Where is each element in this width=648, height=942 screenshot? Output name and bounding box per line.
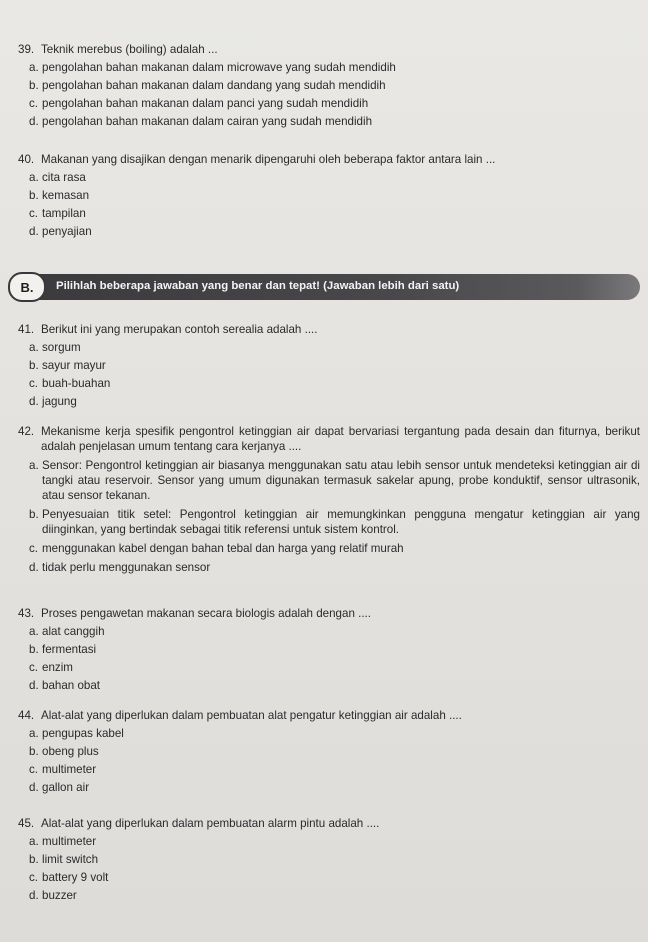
option-c: c. battery 9 volt [29, 871, 109, 884]
option-c: c. multimeter [29, 763, 97, 776]
option-a: a. Sensor: Pengontrol ketinggian air biasanya menggunakan satu atau lebih sensor untuk mendeteksi ketinggian air di tangki atau reservoir. Sensor yang umum digunakan termasuk sakelar apung, probe konduktif, sensor ultrasonik, atau sensor tekanan. [29, 459, 640, 502]
option-a: a. cita rasa [29, 171, 86, 184]
option-a: a. alat canggih [29, 625, 105, 638]
question-40 [18, 152, 640, 239]
option-b: b. limit switch [29, 853, 99, 866]
option-d: d. gallon air [29, 781, 90, 794]
question-44 [18, 708, 640, 795]
section-title: Pilihlah beberapa jawaban yang benar dan tepat! (Jawaban lebih dari satu) [56, 280, 460, 292]
section-b-header [10, 274, 640, 300]
question-45 [18, 816, 640, 903]
question-number: 40. [18, 153, 35, 166]
option-d: d. pengolahan bahan makanan dalam cairan yang sudah mendidih [29, 115, 373, 128]
question-number: 44. [18, 709, 35, 722]
question-number: 45. [18, 817, 35, 830]
option-d: d. buzzer [29, 889, 77, 902]
question-42 [18, 424, 640, 575]
question-text: Alat-alat yang diperlukan dalam pembuatan alat pengatur ketinggian air adalah .... [41, 709, 462, 722]
option-c: c. menggunakan kabel dengan bahan tebal dan harga yang relatif murah [29, 542, 404, 555]
option-b: b. obeng plus [29, 745, 99, 758]
option-b: b. pengolahan bahan makanan dalam dandang yang sudah mendidih [29, 79, 386, 92]
question-text: Makanan yang disajikan dengan menarik dipengaruhi oleh beberapa faktor antara lain ... [41, 153, 496, 166]
option-d: d. penyajian [29, 225, 92, 238]
option-d: d. tidak perlu menggunakan sensor [29, 561, 211, 574]
option-c: c. enzim [29, 661, 73, 674]
question-41 [18, 322, 640, 409]
question-number: 42. [18, 425, 35, 438]
option-d: d. jagung [29, 395, 77, 408]
question-text: Proses pengawetan makanan secara biologis adalah dengan .... [41, 607, 372, 620]
option-c: c. pengolahan bahan makanan dalam panci yang sudah mendidih [29, 97, 369, 110]
question-43 [18, 606, 640, 693]
question-number: 39. [18, 43, 35, 56]
question-39 [18, 42, 640, 129]
option-a: a. pengolahan bahan makanan dalam microwave yang sudah mendidih [29, 61, 396, 74]
section-badge: B. [8, 272, 46, 302]
option-c: c. tampilan [29, 207, 86, 220]
option-a: a. multimeter [29, 835, 97, 848]
option-b: b. sayur mayur [29, 359, 106, 372]
question-text: Mekanisme kerja spesifik pengontrol ketinggian air dapat bervariasi tergantung pada desain dan fiturnya, berikut adalah penjelasan umum tentang cara kerjanya .... [41, 425, 640, 453]
question-text: Teknik merebus (boiling) adalah ... [41, 43, 218, 56]
option-b: b. kemasan [29, 189, 90, 202]
question-number: 41. [18, 323, 35, 336]
option-b: b. fermentasi [29, 643, 97, 656]
option-a: a. pengupas kabel [29, 727, 124, 740]
question-text: Berikut ini yang merupakan contoh serealia adalah .... [41, 323, 318, 336]
question-text: Alat-alat yang diperlukan dalam pembuatan alarm pintu adalah .... [41, 817, 380, 830]
option-b: b. Penyesuaian titik setel: Pengontrol ketinggian air memungkinkan pengguna mengatur ketinggian air yang diinginkan, yang bertindak sebagai titik referensi untuk sistem kontrol. [29, 508, 640, 536]
option-a: a. sorgum [29, 341, 81, 354]
option-d: d. bahan obat [29, 679, 101, 692]
question-number: 43. [18, 607, 35, 620]
option-c: c. buah-buahan [29, 377, 111, 390]
